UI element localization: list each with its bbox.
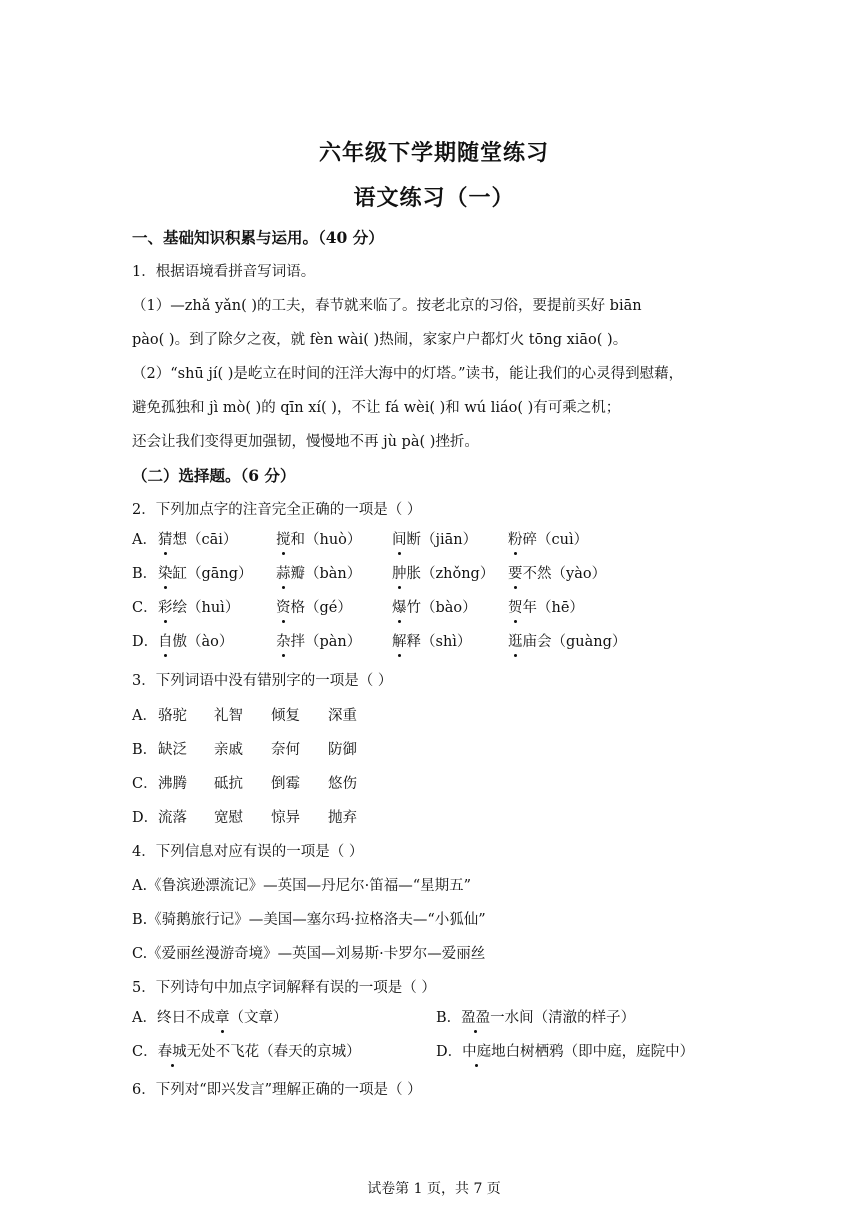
q2-option-label: D．	[132, 634, 159, 650]
q2-option-item: 粉碎（cuì）	[508, 532, 589, 548]
q3-option-word: 缺泛	[158, 742, 187, 758]
q3-option-label: C．	[132, 776, 158, 792]
q5-option-a: A．终日不成章（文章）	[132, 1010, 288, 1026]
q6-stem: 6．下列对“即兴发言”理解正确的一项是（ ）	[132, 1082, 422, 1098]
q3-option-word: 礼智	[214, 708, 243, 724]
q1-line: 避免孤独和 jì mò( )的 qīn xí( )，不让 fá wèi( )和 wú liáo( )有可乘之机；	[132, 400, 621, 416]
q2-option-item: 要不然（yào）	[508, 566, 607, 582]
q4-option-a: A.《鲁滨逊漂流记》—英国—丹尼尔·笛福—“星期五”	[132, 878, 472, 894]
q1-line: （2）“shū jí( )是屹立在时间的汪洋大海中的灯塔。”读书，能让我们的心灵得到慰藉，	[132, 366, 684, 382]
q3-option-word: 砥抗	[214, 776, 243, 792]
section-heading-1: 一、基础知识积累与运用。（40 分）	[132, 228, 384, 247]
q4-stem: 4．下列信息对应有误的一项是（ ）	[132, 844, 364, 860]
q5-option-b: B．盈盈一水间（清澈的样子）	[436, 1010, 636, 1026]
q3-option-word: 惊异	[271, 810, 300, 826]
q2-option-item: 染缸（gāng）	[158, 566, 253, 582]
dotted-char: 粉	[508, 532, 523, 548]
q2-option-label: B．	[132, 566, 158, 582]
dotted-char: 蒜	[276, 566, 291, 582]
dotted-char: 染	[158, 566, 173, 582]
q3-option-word: 沸腾	[158, 776, 187, 792]
q3-option-word: 倒霉	[271, 776, 300, 792]
q3-option-word: 倾复	[271, 708, 300, 724]
q3-stem: 3．下列词语中没有错别字的一项是（ ）	[132, 673, 393, 689]
q2-option-item: 猜想（cāi）	[158, 532, 238, 548]
q1-line: pào( )。到了除夕之夜，就 fèn wài( )热闹，家家户户都灯火 tōng xiāo( )。	[132, 332, 628, 348]
q1-line: 还会让我们变得更加强韧，慢慢地不再 jù pà( )挫折。	[132, 434, 479, 450]
dotted-char: 自	[158, 634, 173, 650]
q5-option-c: C．春城无处不飞花（春天的京城）	[132, 1044, 361, 1060]
q3-option-label: A．	[132, 708, 157, 724]
q3-option-word: 奈何	[271, 742, 300, 758]
q3-option-label: D．	[132, 810, 159, 826]
dotted-char: 杂	[276, 634, 291, 650]
q2-option-item: 搅和（huò）	[276, 532, 362, 548]
q1-line: （1）—zhǎ yǎn( )的工夫，春节就来临了。按老北京的习俗，要提前买好 biān	[132, 298, 642, 314]
q2-stem: 2．下列加点字的注音完全正确的一项是（ ）	[132, 502, 422, 518]
dotted-char: 爆	[392, 600, 407, 616]
q3-option-word: 骆驼	[158, 708, 187, 724]
dotted-char: 要	[508, 566, 523, 582]
page-title: 六年级下学期随堂练习	[318, 140, 549, 166]
dotted-char: 资	[276, 600, 291, 616]
dotted-char: 彩	[158, 600, 173, 616]
q2-option-item: 彩绘（huì）	[158, 600, 240, 616]
q3-option-word: 流落	[158, 810, 187, 826]
q1-stem: 1．根据语境看拼音写词语。	[132, 264, 316, 280]
dotted-char: 解	[392, 634, 407, 650]
q3-option-word: 亲戚	[214, 742, 243, 758]
dotted-char: 逛	[508, 634, 523, 650]
page-subtitle: 语文练习（一）	[353, 185, 515, 211]
q2-option-item: 自傲（ào）	[158, 634, 234, 650]
q2-option-item: 逛庙会（guàng）	[508, 634, 627, 650]
q2-option-item: 间断（jiān）	[392, 532, 478, 548]
q4-option-c: C.《爱丽丝漫游奇境》—英国—刘易斯·卡罗尔—爱丽丝	[132, 946, 486, 962]
dotted-char: 猜	[158, 532, 173, 548]
q2-option-item: 贺年（hē）	[508, 600, 584, 616]
q2-option-label: C．	[132, 600, 158, 616]
dotted-char: 间	[392, 532, 407, 548]
dotted-char: 春城	[157, 1044, 187, 1060]
dotted-char: 贺	[508, 600, 523, 616]
q3-option-word: 悠伤	[328, 776, 357, 792]
q3-option-label: B．	[132, 742, 158, 758]
q2-option-item: 资格（gé）	[276, 600, 352, 616]
section-heading-2: （二）选择题。（6 分）	[132, 466, 296, 485]
q5-stem: 5．下列诗句中加点字词解释有误的一项是（ ）	[132, 980, 436, 996]
q2-option-item: 杂拌（pàn）	[276, 634, 362, 650]
q3-option-word: 深重	[328, 708, 357, 724]
dotted-char: 盈盈	[461, 1010, 491, 1026]
q4-option-b: B.《骑鹅旅行记》—美国—塞尔玛·拉格洛夫—“小狐仙”	[132, 912, 486, 928]
q2-option-item: 解释（shì）	[392, 634, 472, 650]
q2-option-item: 肿胀（zhǒng）	[392, 566, 495, 582]
q3-option-word: 防御	[328, 742, 357, 758]
q2-option-label: A．	[132, 532, 157, 548]
dotted-char: 章	[214, 1010, 230, 1026]
dotted-char: 中庭	[462, 1044, 492, 1060]
q3-option-word: 宽慰	[214, 810, 243, 826]
dotted-char: 肿	[392, 566, 407, 582]
page-footer: 试卷第 1 页，共 7 页	[367, 1181, 501, 1197]
q2-option-item: 爆竹（bào）	[392, 600, 477, 616]
q2-option-item: 蒜瓣（bàn）	[276, 566, 362, 582]
q3-option-word: 抛弃	[328, 810, 357, 826]
dotted-char: 搅	[276, 532, 291, 548]
q5-option-d: D．中庭地白树栖鸦（即中庭，庭院中）	[436, 1044, 695, 1060]
